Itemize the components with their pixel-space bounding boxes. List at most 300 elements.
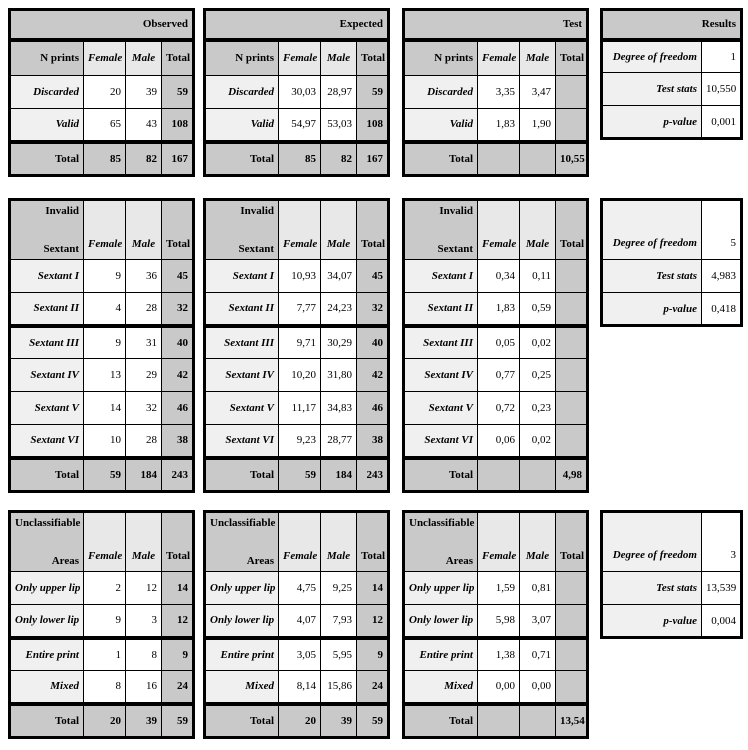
value-cell: 20: [84, 76, 126, 109]
table-row: [10, 293, 194, 326]
row-total-cell: 108: [357, 109, 389, 142]
total-value-cell: 167: [357, 142, 389, 176]
group-invalid-sextant: [8, 198, 748, 493]
table-row: [205, 638, 389, 671]
column-header-total: Total: [357, 40, 389, 76]
value-cell: 1,83: [478, 109, 520, 142]
row-label: Discarded: [10, 76, 84, 109]
total-label: Total: [205, 142, 279, 176]
table-row: [404, 76, 588, 109]
table-row: [10, 671, 194, 704]
total-label: Total: [404, 704, 478, 738]
value-cell: 43: [126, 109, 162, 142]
corner-header: [404, 200, 478, 260]
value-cell: 0,00: [478, 671, 520, 704]
row-total-cell: 40: [357, 326, 389, 359]
column-header-total: Total: [556, 200, 588, 260]
row-label: Mixed: [205, 671, 279, 704]
row-total-cell: [556, 76, 588, 109]
row-label: Sextant III: [10, 326, 84, 359]
results-label: Test stats: [602, 572, 702, 605]
total-value-cell: [520, 704, 556, 738]
results-value: 10,550: [702, 73, 742, 106]
corner-header: [10, 200, 84, 260]
total-label: Total: [404, 458, 478, 492]
value-cell: 15,86: [321, 671, 357, 704]
results-table: [600, 198, 743, 327]
results-label: Degree of freedom: [602, 512, 702, 572]
row-label: Sextant V: [205, 392, 279, 425]
corner-line-2: Areas: [445, 555, 473, 567]
row-total-cell: [556, 671, 588, 704]
row-total-cell: [556, 326, 588, 359]
row-label: Only upper lip: [10, 572, 84, 605]
data-table: [402, 8, 589, 177]
table-row: [404, 638, 588, 671]
total-value-cell: 4,98: [556, 458, 588, 492]
total-value-cell: 59: [357, 704, 389, 738]
corner-line-2: Sextant: [43, 243, 79, 255]
total-value-cell: 243: [162, 458, 194, 492]
table-row: [10, 605, 194, 638]
row-label: Only lower lip: [404, 605, 478, 638]
value-cell: 31,80: [321, 359, 357, 392]
test-table-unclassifiable-areas: [402, 510, 588, 739]
table-row: [10, 392, 194, 425]
row-total-cell: 59: [162, 76, 194, 109]
results-label: p-value: [602, 106, 702, 139]
value-cell: 0,23: [520, 392, 556, 425]
group-n-prints: [8, 8, 748, 177]
total-value-cell: [478, 142, 520, 176]
column-header-total: Total: [556, 512, 588, 572]
expected-table-unclassifiable-areas: [203, 510, 390, 739]
table-row: [10, 326, 194, 359]
table-row: [10, 425, 194, 458]
row-total-cell: 45: [357, 260, 389, 293]
row-total-cell: 12: [357, 605, 389, 638]
total-row: [404, 142, 588, 176]
value-cell: 1: [84, 638, 126, 671]
row-total-cell: 42: [357, 359, 389, 392]
results-table-invalid-sextant: [600, 198, 740, 327]
value-cell: 32: [126, 392, 162, 425]
table-row: [10, 359, 194, 392]
value-cell: 4: [84, 293, 126, 326]
results-label: p-value: [602, 605, 702, 638]
value-cell: 9: [84, 260, 126, 293]
row-total-cell: 32: [162, 293, 194, 326]
value-cell: 7,93: [321, 605, 357, 638]
observed-table-n-prints: [8, 8, 192, 177]
header-row: [205, 40, 389, 76]
row-label: Sextant II: [404, 293, 478, 326]
results-row: [602, 200, 742, 260]
total-label: Total: [10, 458, 84, 492]
group-unclassifiable-areas: [8, 510, 748, 739]
row-label: Entire print: [10, 638, 84, 671]
total-label: Total: [10, 704, 84, 738]
value-cell: 28,77: [321, 425, 357, 458]
row-total-cell: [556, 293, 588, 326]
header-row: [10, 200, 194, 260]
value-cell: 14: [84, 392, 126, 425]
table-row: [404, 425, 588, 458]
total-value-cell: 82: [321, 142, 357, 176]
table-row: [205, 605, 389, 638]
row-total-cell: 14: [162, 572, 194, 605]
value-cell: 0,11: [520, 260, 556, 293]
corner-header: [205, 200, 279, 260]
row-total-cell: [556, 425, 588, 458]
column-header-female: Female: [84, 512, 126, 572]
value-cell: 24,23: [321, 293, 357, 326]
corner-line-2: Areas: [51, 555, 79, 567]
row-label: Sextant VI: [10, 425, 84, 458]
value-cell: 28,97: [321, 76, 357, 109]
row-label: Valid: [10, 109, 84, 142]
table-row: [205, 425, 389, 458]
value-cell: 0,72: [478, 392, 520, 425]
corner-header: N prints: [10, 40, 84, 76]
column-header-male: Male: [520, 512, 556, 572]
results-label: Test stats: [602, 260, 702, 293]
total-label: Total: [404, 142, 478, 176]
corner-header: [205, 512, 279, 572]
results-row: [602, 260, 742, 293]
corner-line-1: Unclassifiable: [409, 517, 475, 529]
results-label: Test stats: [602, 73, 702, 106]
results-value: 0,418: [702, 293, 742, 326]
row-label: Mixed: [10, 671, 84, 704]
results-row: [602, 73, 742, 106]
column-header-female: Female: [478, 200, 520, 260]
value-cell: 30,29: [321, 326, 357, 359]
value-cell: 34,83: [321, 392, 357, 425]
value-cell: 1,83: [478, 293, 520, 326]
row-total-cell: 24: [162, 671, 194, 704]
value-cell: 10,93: [279, 260, 321, 293]
column-header-total: Total: [162, 512, 194, 572]
value-cell: 0,02: [520, 425, 556, 458]
corner-header-lines: [409, 202, 473, 258]
value-cell: 5,95: [321, 638, 357, 671]
table-row: [205, 293, 389, 326]
table-title: Test: [404, 10, 588, 40]
total-label: Total: [205, 458, 279, 492]
total-value-cell: [520, 142, 556, 176]
value-cell: 36: [126, 260, 162, 293]
total-value-cell: 167: [162, 142, 194, 176]
value-cell: 1,90: [520, 109, 556, 142]
column-header-male: Male: [321, 40, 357, 76]
row-label: Valid: [205, 109, 279, 142]
row-label: Sextant IV: [205, 359, 279, 392]
value-cell: 10,20: [279, 359, 321, 392]
value-cell: 54,97: [279, 109, 321, 142]
column-header-total: Total: [357, 200, 389, 260]
corner-header-lines: [15, 202, 79, 258]
total-value-cell: 39: [321, 704, 357, 738]
total-value-cell: 243: [357, 458, 389, 492]
expected-table-invalid-sextant: [203, 198, 390, 493]
data-table: [8, 510, 195, 739]
data-table: [8, 198, 195, 493]
table-row: [404, 671, 588, 704]
total-value-cell: 59: [84, 458, 126, 492]
table-row: [404, 109, 588, 142]
row-label: Only lower lip: [205, 605, 279, 638]
total-value-cell: 20: [84, 704, 126, 738]
table-row: [404, 359, 588, 392]
row-total-cell: 9: [162, 638, 194, 671]
results-row: [602, 512, 742, 572]
results-label: Degree of freedom: [602, 40, 702, 73]
data-table: [203, 8, 390, 177]
row-total-cell: 40: [162, 326, 194, 359]
value-cell: 0,02: [520, 326, 556, 359]
total-label: Total: [205, 704, 279, 738]
total-row: [10, 142, 194, 176]
total-value-cell: 82: [126, 142, 162, 176]
header-row: [404, 200, 588, 260]
row-label: Sextant VI: [205, 425, 279, 458]
table-row: [205, 359, 389, 392]
table-row: [10, 109, 194, 142]
row-label: Valid: [404, 109, 478, 142]
observed-table-invalid-sextant: [8, 198, 192, 493]
value-cell: 8: [126, 638, 162, 671]
column-header-total: Total: [162, 200, 194, 260]
results-label: Degree of freedom: [602, 200, 702, 260]
results-row: [602, 605, 742, 638]
value-cell: 3: [126, 605, 162, 638]
value-cell: 65: [84, 109, 126, 142]
value-cell: 34,07: [321, 260, 357, 293]
results-table: [600, 8, 743, 140]
value-cell: 4,75: [279, 572, 321, 605]
table-row: [10, 572, 194, 605]
row-total-cell: 14: [357, 572, 389, 605]
value-cell: 13: [84, 359, 126, 392]
results-row: [602, 293, 742, 326]
total-value-cell: 20: [279, 704, 321, 738]
column-header-total: Total: [357, 512, 389, 572]
total-value-cell: 13,54: [556, 704, 588, 738]
table-title: Observed: [10, 10, 194, 40]
total-row: [10, 704, 194, 738]
results-table: [600, 510, 743, 639]
row-label: Only upper lip: [205, 572, 279, 605]
column-header-male: Male: [321, 512, 357, 572]
row-label: Sextant I: [205, 260, 279, 293]
table-title: Expected: [205, 10, 389, 40]
total-value-cell: 39: [126, 704, 162, 738]
row-total-cell: 12: [162, 605, 194, 638]
row-label: Sextant IV: [10, 359, 84, 392]
value-cell: 1,38: [478, 638, 520, 671]
results-value: 5: [702, 200, 742, 260]
table-row: [404, 605, 588, 638]
value-cell: 8: [84, 671, 126, 704]
column-header-male: Male: [520, 200, 556, 260]
value-cell: 9: [84, 326, 126, 359]
corner-line-1: Unclassifiable: [15, 517, 81, 529]
total-value-cell: 184: [126, 458, 162, 492]
row-total-cell: [556, 605, 588, 638]
corner-header-lines: [409, 514, 473, 570]
row-label: Sextant II: [205, 293, 279, 326]
column-header-female: Female: [84, 40, 126, 76]
row-total-cell: 59: [357, 76, 389, 109]
value-cell: 3,07: [520, 605, 556, 638]
corner-header: [404, 512, 478, 572]
total-value-cell: 85: [84, 142, 126, 176]
total-value-cell: 184: [321, 458, 357, 492]
value-cell: 0,00: [520, 671, 556, 704]
results-value: 13,539: [702, 572, 742, 605]
total-row: [404, 704, 588, 738]
table-row: [404, 293, 588, 326]
corner-line-2: Sextant: [238, 243, 274, 255]
results-table-n-prints: [600, 8, 740, 140]
row-total-cell: 38: [162, 425, 194, 458]
value-cell: 7,77: [279, 293, 321, 326]
results-row: [602, 572, 742, 605]
results-value: 0,004: [702, 605, 742, 638]
value-cell: 11,17: [279, 392, 321, 425]
table-title-row: [404, 10, 588, 40]
value-cell: 2: [84, 572, 126, 605]
header-row: [10, 40, 194, 76]
corner-line-1: Unclassifiable: [210, 517, 276, 529]
header-row: [10, 512, 194, 572]
data-table: [203, 510, 390, 739]
data-table: [402, 510, 589, 739]
results-value: 4,983: [702, 260, 742, 293]
value-cell: 9,25: [321, 572, 357, 605]
data-table: [402, 198, 589, 493]
total-row: [205, 142, 389, 176]
column-header-female: Female: [478, 512, 520, 572]
row-total-cell: 45: [162, 260, 194, 293]
column-header-female: Female: [279, 512, 321, 572]
value-cell: 30,03: [279, 76, 321, 109]
value-cell: 16: [126, 671, 162, 704]
results-label: p-value: [602, 293, 702, 326]
row-label: Sextant III: [205, 326, 279, 359]
results-table-unclassifiable-areas: [600, 510, 740, 639]
row-total-cell: 9: [357, 638, 389, 671]
value-cell: 9,23: [279, 425, 321, 458]
value-cell: 9: [84, 605, 126, 638]
row-total-cell: 46: [357, 392, 389, 425]
row-label: Discarded: [404, 76, 478, 109]
total-row: [205, 704, 389, 738]
corner-header: N prints: [205, 40, 279, 76]
corner-header: N prints: [404, 40, 478, 76]
row-label: Sextant II: [10, 293, 84, 326]
row-label: Entire print: [205, 638, 279, 671]
corner-line-1: Invalid: [45, 205, 79, 217]
results-title: Results: [602, 10, 742, 40]
row-label: Only lower lip: [10, 605, 84, 638]
corner-header-lines: [210, 202, 274, 258]
header-row: [404, 40, 588, 76]
table-row: [10, 76, 194, 109]
row-total-cell: [556, 392, 588, 425]
corner-header-lines: [210, 514, 274, 570]
data-table: [203, 198, 390, 493]
results-value: 0,001: [702, 106, 742, 139]
value-cell: 0,06: [478, 425, 520, 458]
row-label: Sextant I: [10, 260, 84, 293]
total-row: [205, 458, 389, 492]
row-label: Sextant V: [404, 392, 478, 425]
column-header-male: Male: [321, 200, 357, 260]
row-label: Sextant I: [404, 260, 478, 293]
value-cell: 0,77: [478, 359, 520, 392]
total-value-cell: [478, 458, 520, 492]
row-total-cell: 24: [357, 671, 389, 704]
column-header-male: Male: [126, 512, 162, 572]
corner-line-1: Invalid: [240, 205, 274, 217]
corner-line-2: Sextant: [437, 243, 473, 255]
value-cell: 4,07: [279, 605, 321, 638]
value-cell: 53,03: [321, 109, 357, 142]
corner-header-lines: [15, 514, 79, 570]
row-total-cell: [556, 638, 588, 671]
table-row: [205, 326, 389, 359]
header-row: [404, 512, 588, 572]
value-cell: 31: [126, 326, 162, 359]
table-row: [205, 76, 389, 109]
value-cell: 3,47: [520, 76, 556, 109]
value-cell: 3,05: [279, 638, 321, 671]
total-value-cell: 10,55: [556, 142, 588, 176]
value-cell: 28: [126, 425, 162, 458]
value-cell: 0,81: [520, 572, 556, 605]
value-cell: 0,25: [520, 359, 556, 392]
results-row: [602, 106, 742, 139]
row-total-cell: 32: [357, 293, 389, 326]
table-row: [10, 638, 194, 671]
results-value: 1: [702, 40, 742, 73]
total-row: [10, 458, 194, 492]
value-cell: 8,14: [279, 671, 321, 704]
row-label: Discarded: [205, 76, 279, 109]
results-title-row: [602, 10, 742, 40]
total-value-cell: [520, 458, 556, 492]
table-row: [404, 572, 588, 605]
value-cell: 5,98: [478, 605, 520, 638]
column-header-total: Total: [162, 40, 194, 76]
row-total-cell: 46: [162, 392, 194, 425]
corner-line-1: Invalid: [439, 205, 473, 217]
table-row: [205, 572, 389, 605]
table-row: [205, 260, 389, 293]
column-header-total: Total: [556, 40, 588, 76]
row-total-cell: [556, 359, 588, 392]
table-title-row: [10, 10, 194, 40]
table-row: [205, 109, 389, 142]
header-row: [205, 512, 389, 572]
row-total-cell: [556, 572, 588, 605]
value-cell: 0,05: [478, 326, 520, 359]
test-table-n-prints: [402, 8, 588, 177]
row-label: Entire print: [404, 638, 478, 671]
table-row: [10, 260, 194, 293]
